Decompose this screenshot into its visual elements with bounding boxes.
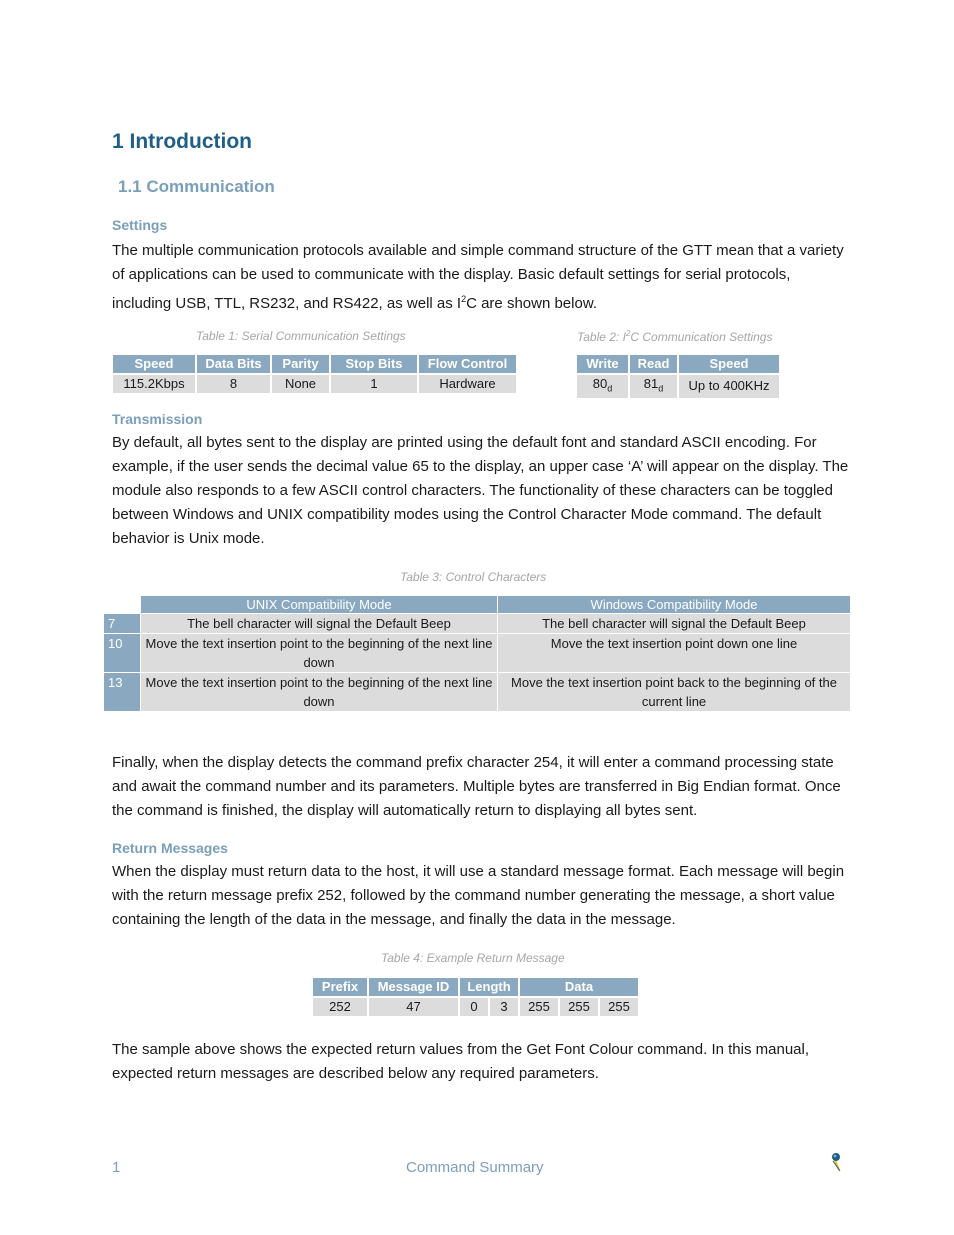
table4-cell: 255 xyxy=(520,998,558,1016)
transmission-paragraph: By default, all bytes sent to the display are printed using the default font and standard ASCII encoding. For example, if the user sends the decimal value 65 to the display, an upper case ‘A’ will appear on the display. The module also responds to a few ASCII control characters. The functionality of these characters can be toggled between Windows and UNIX compatibility modes using the Control Character Mode command. The default behavior is Unix mode. xyxy=(112,434,849,547)
table1-cell: 115.2Kbps xyxy=(113,375,195,393)
table2-header-speed: Speed xyxy=(679,355,779,373)
footer-title: Command Summary xyxy=(406,1159,544,1176)
table2-cell-write: $80_d$ xyxy=(577,375,628,398)
table1-caption: Table 1: Serial Communication Settings xyxy=(196,329,406,343)
table3-unix-cell: Move the text insertion point to the beginning of the next line down xyxy=(141,673,497,711)
table2-caption: Table 2: $I^2C$ Communication Settings xyxy=(577,329,773,344)
table1-cell: 8 xyxy=(197,375,270,393)
table3-code: 13 xyxy=(104,673,140,711)
table1-header-flow-control: Flow Control xyxy=(419,355,516,373)
subheading-return-messages: Return Messages xyxy=(112,840,228,856)
table3-corner xyxy=(104,596,140,613)
table1-header-speed: Speed xyxy=(113,355,195,373)
table4-header-message-id: Message ID xyxy=(369,978,458,996)
table3-windows-cell: Move the text insertion point down one line xyxy=(498,634,850,672)
table2-cell-read: $81_d$ xyxy=(630,375,677,398)
table1-header-stop-bits: Stop Bits xyxy=(331,355,417,373)
table2-header-write: Write xyxy=(577,355,628,373)
table4-header-prefix: Prefix xyxy=(313,978,367,996)
footer-page-number: 1 xyxy=(112,1159,121,1176)
table3-header-unix: UNIX Compatibility Mode xyxy=(141,596,497,613)
return-message-table xyxy=(311,976,640,1018)
sample-paragraph: The sample above shows the expected return values from the Get Font Colour command. In this manual, expected return messages are described below any required parameters. xyxy=(112,1041,810,1082)
table1-cell: Hardware xyxy=(419,375,516,393)
table4-cell: 252 xyxy=(313,998,367,1016)
table3-unix-cell: The bell character will signal the Default Beep xyxy=(141,614,497,633)
i2c-settings-table xyxy=(575,353,781,400)
table4-cell: 255 xyxy=(600,998,638,1016)
table2-cell-speed: Up to 400KHz xyxy=(679,375,779,398)
table2-header-read: Read xyxy=(630,355,677,373)
table3-windows-cell: Move the text insertion point back to the beginning of the current line xyxy=(498,673,850,711)
control-characters-table xyxy=(103,595,851,712)
table3-code: 10 xyxy=(104,634,140,672)
table3-windows-cell: The bell character will signal the Default Beep xyxy=(498,614,850,633)
table4-caption: Table 4: Example Return Message xyxy=(381,951,565,965)
table4-cell: 0 xyxy=(460,998,488,1016)
table3-code: 7 xyxy=(104,614,140,633)
command-prefix-paragraph: Finally, when the display detects the command prefix character 254, it will enter a command processing state and await the command number and its parameters. Multiple bytes are transferred in Big Endian format. Once the command is finished, the display will automatically return to displaying all bytes sent. xyxy=(112,754,841,819)
subheading-settings: Settings xyxy=(112,217,168,233)
page-title: 1 Introduction xyxy=(112,130,252,153)
table4-cell: 47 xyxy=(369,998,458,1016)
table1-header-parity: Parity xyxy=(272,355,329,373)
table4-header-data: Data xyxy=(520,978,638,996)
serial-settings-table xyxy=(111,353,518,395)
table4-cell: 255 xyxy=(560,998,598,1016)
table3-unix-cell: Move the text insertion point to the beginning of the next line down xyxy=(141,634,497,672)
table3-header-windows: Windows Compatibility Mode xyxy=(498,596,850,613)
table4-cell: 3 xyxy=(490,998,518,1016)
settings-paragraph: The multiple communication protocols available and simple command structure of the GTT mean that a variety of applications can be used to communicate with the display. Basic default settings for serial protocols, including USB, TTL, RS232, and RS422, as well as $I^2C$ are shown below. xyxy=(112,242,844,312)
table1-header-data-bits: Data Bits xyxy=(197,355,270,373)
table4-header-length: Length xyxy=(460,978,518,996)
section-heading-communication: 1.1 Communication xyxy=(118,177,275,196)
table1-cell: None xyxy=(272,375,329,393)
pin-logo-icon xyxy=(828,1150,846,1174)
subheading-transmission: Transmission xyxy=(112,411,203,427)
return-messages-paragraph: When the display must return data to the host, it will use a standard message format. Each message will begin with the return message prefix 252, followed by the command number generating the message, a short value containing the length of the data in the message, and finally the data in the message. xyxy=(112,863,845,928)
table1-cell: 1 xyxy=(331,375,417,393)
table3-caption: Table 3: Control Characters xyxy=(400,570,547,584)
